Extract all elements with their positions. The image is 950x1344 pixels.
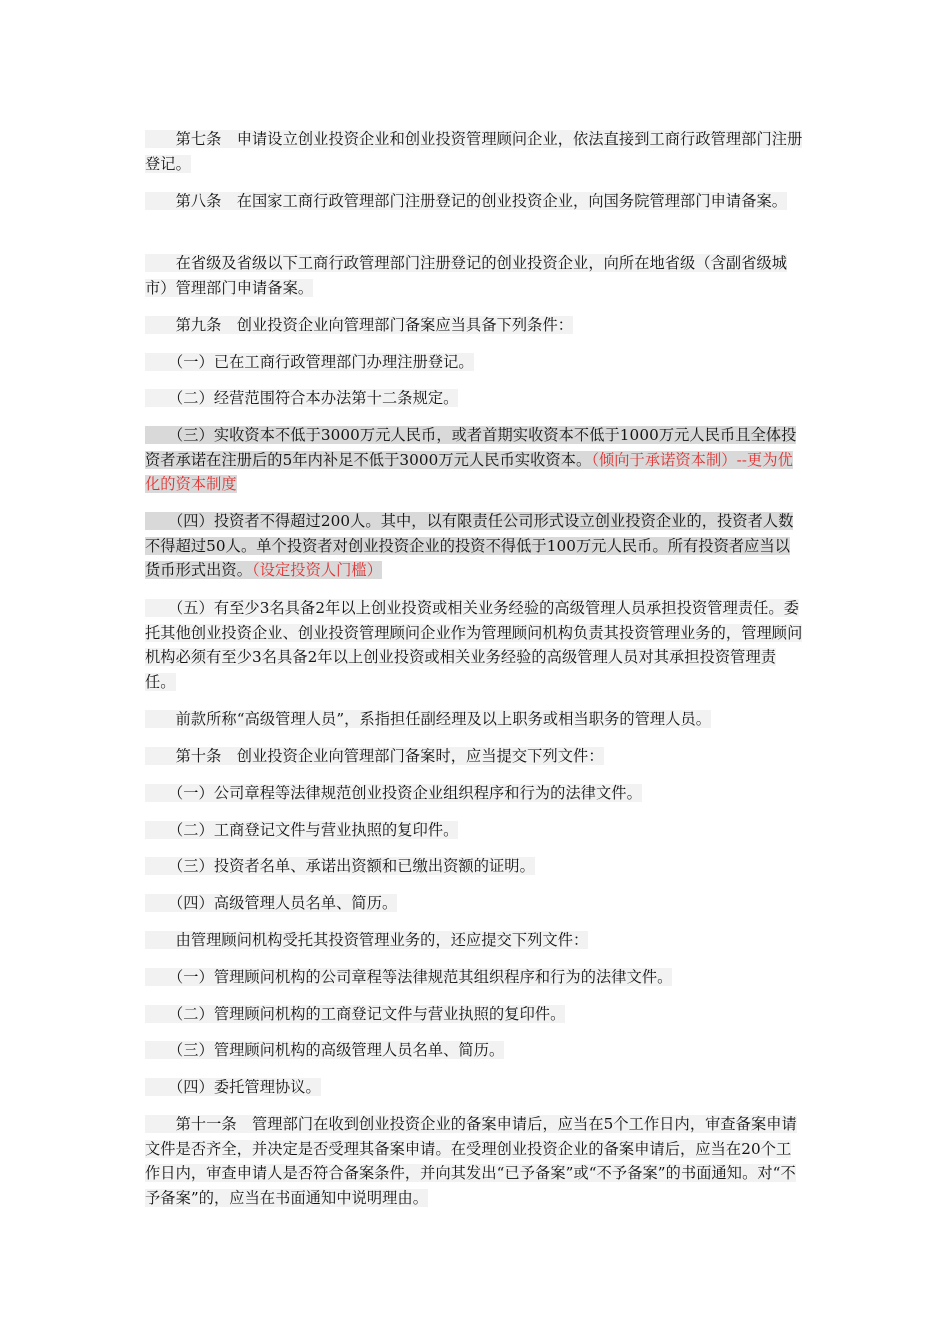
provincial-filing-paragraph: [145, 251, 805, 300]
paragraph-text: （四）高级管理人员名单、简历。: [145, 894, 398, 912]
article-9-paragraph: [145, 313, 805, 338]
paragraph-text: （二）管理顾问机构的工商登记文件与营业执照的复印件。: [145, 1005, 566, 1023]
paragraph-text: 第十条 创业投资企业向管理部门备案时，应当提交下列文件：: [145, 747, 604, 765]
document-3-paragraph: [145, 854, 805, 879]
advisor-document-1-paragraph: [145, 965, 805, 990]
condition-1-paragraph: [145, 350, 805, 375]
document-2-paragraph: [145, 818, 805, 843]
paragraph-text: （一）已在工商行政管理部门办理注册登记。: [145, 353, 474, 371]
advisor-documents-intro-paragraph: [145, 928, 805, 953]
paragraph-text: 第九条 创业投资企业向管理部门备案应当具备下列条件：: [145, 316, 574, 334]
advisor-document-3-paragraph: [145, 1038, 805, 1063]
paragraph-text: （二）工商登记文件与营业执照的复印件。: [145, 821, 459, 839]
annotation-note: （设定投资人门槛）: [252, 561, 383, 579]
paragraph-text: 第八条 在国家工商行政管理部门注册登记的创业投资企业，向国务院管理部门申请备案。: [145, 192, 788, 210]
condition-5-paragraph: [145, 596, 805, 694]
paragraph-text: 第十一条 管理部门在收到创业投资企业的备案申请后，应当在5个工作日内，审查备案申请文件是否齐全，并决定是否受理其备案申请。在受理创业投资企业的备案申请后，应当在20个工作日内，审查申请人是否符合备案条件，并向其发出“已予备案”或“不予备案”的书面通知。对“不予备案”的，应当在书面通知中说明理由。: [145, 1115, 797, 1207]
advisor-document-4-paragraph: [145, 1075, 805, 1100]
paragraph-text: （一）管理顾问机构的公司章程等法律规范其组织程序和行为的法律文件。: [145, 968, 673, 986]
paragraph-text: （四）委托管理协议。: [145, 1078, 321, 1096]
annotation-note: （倾向于承诺资本制）--更为优化的资本制度: [145, 450, 793, 493]
paragraph-text: （一）公司章程等法律规范创业投资企业组织程序和行为的法律文件。: [145, 784, 642, 802]
paragraph-text: （三）实收资本不低于3000万元人民币，或者首期实收资本不低于1000万元人民币且全体投资者承诺在注册后的5年内补足不低于3000万元人民币实收资本。: [145, 426, 797, 469]
article-11-paragraph: [145, 1112, 805, 1210]
paragraph-text: （三）投资者名单、承诺出资额和已缴出资额的证明。: [145, 857, 535, 875]
condition-3-paragraph: [145, 423, 805, 497]
condition-4-paragraph: [145, 509, 805, 583]
document-1-paragraph: [145, 781, 805, 806]
document-4-paragraph: [145, 891, 805, 916]
paragraph-text: （四）投资者不得超过200人。其中，以有限责任公司形式设立创业投资企业的，投资者人数不得超过50人。单个投资者对创业投资企业的投资不得低于100万元人民币。所有投资者应当以货币形式出资。: [145, 512, 794, 579]
paragraph-text: 在省级及省级以下工商行政管理部门注册登记的创业投资企业，向所在地省级（含副省级城市）管理部门申请备案。: [145, 254, 788, 297]
paragraph-text: 由管理顾问机构受托其投资管理业务的，还应提交下列文件：: [145, 931, 589, 949]
paragraph-text: （二）经营范围符合本办法第十二条规定。: [145, 389, 459, 407]
condition-2-paragraph: [145, 386, 805, 411]
article-8-paragraph: [145, 189, 805, 214]
paragraph-text: 前款所称“高级管理人员”，系指担任副经理及以上职务或相当职务的管理人员。: [145, 710, 712, 728]
paragraph-text: （五）有至少3名具备2年以上创业投资或相关业务经验的高级管理人员承担投资管理责任。委托其他创业投资企业、创业投资管理顾问企业作为管理顾问机构负责其投资管理业务的，管理顾问机构必须有至少3名具备2年以上创业投资或相关业务经验的高级管理人员对其承担投资管理责任。: [145, 599, 803, 691]
paragraph-text: 第七条 申请设立创业投资企业和创业投资管理顾问企业，依法直接到工商行政管理部门注册登记。: [145, 130, 803, 173]
article-7-paragraph: [145, 127, 805, 176]
paragraph-text: （三）管理顾问机构的高级管理人员名单、简历。: [145, 1041, 505, 1059]
advisor-document-2-paragraph: [145, 1002, 805, 1027]
senior-management-definition-paragraph: [145, 707, 805, 732]
article-10-paragraph: [145, 744, 805, 769]
